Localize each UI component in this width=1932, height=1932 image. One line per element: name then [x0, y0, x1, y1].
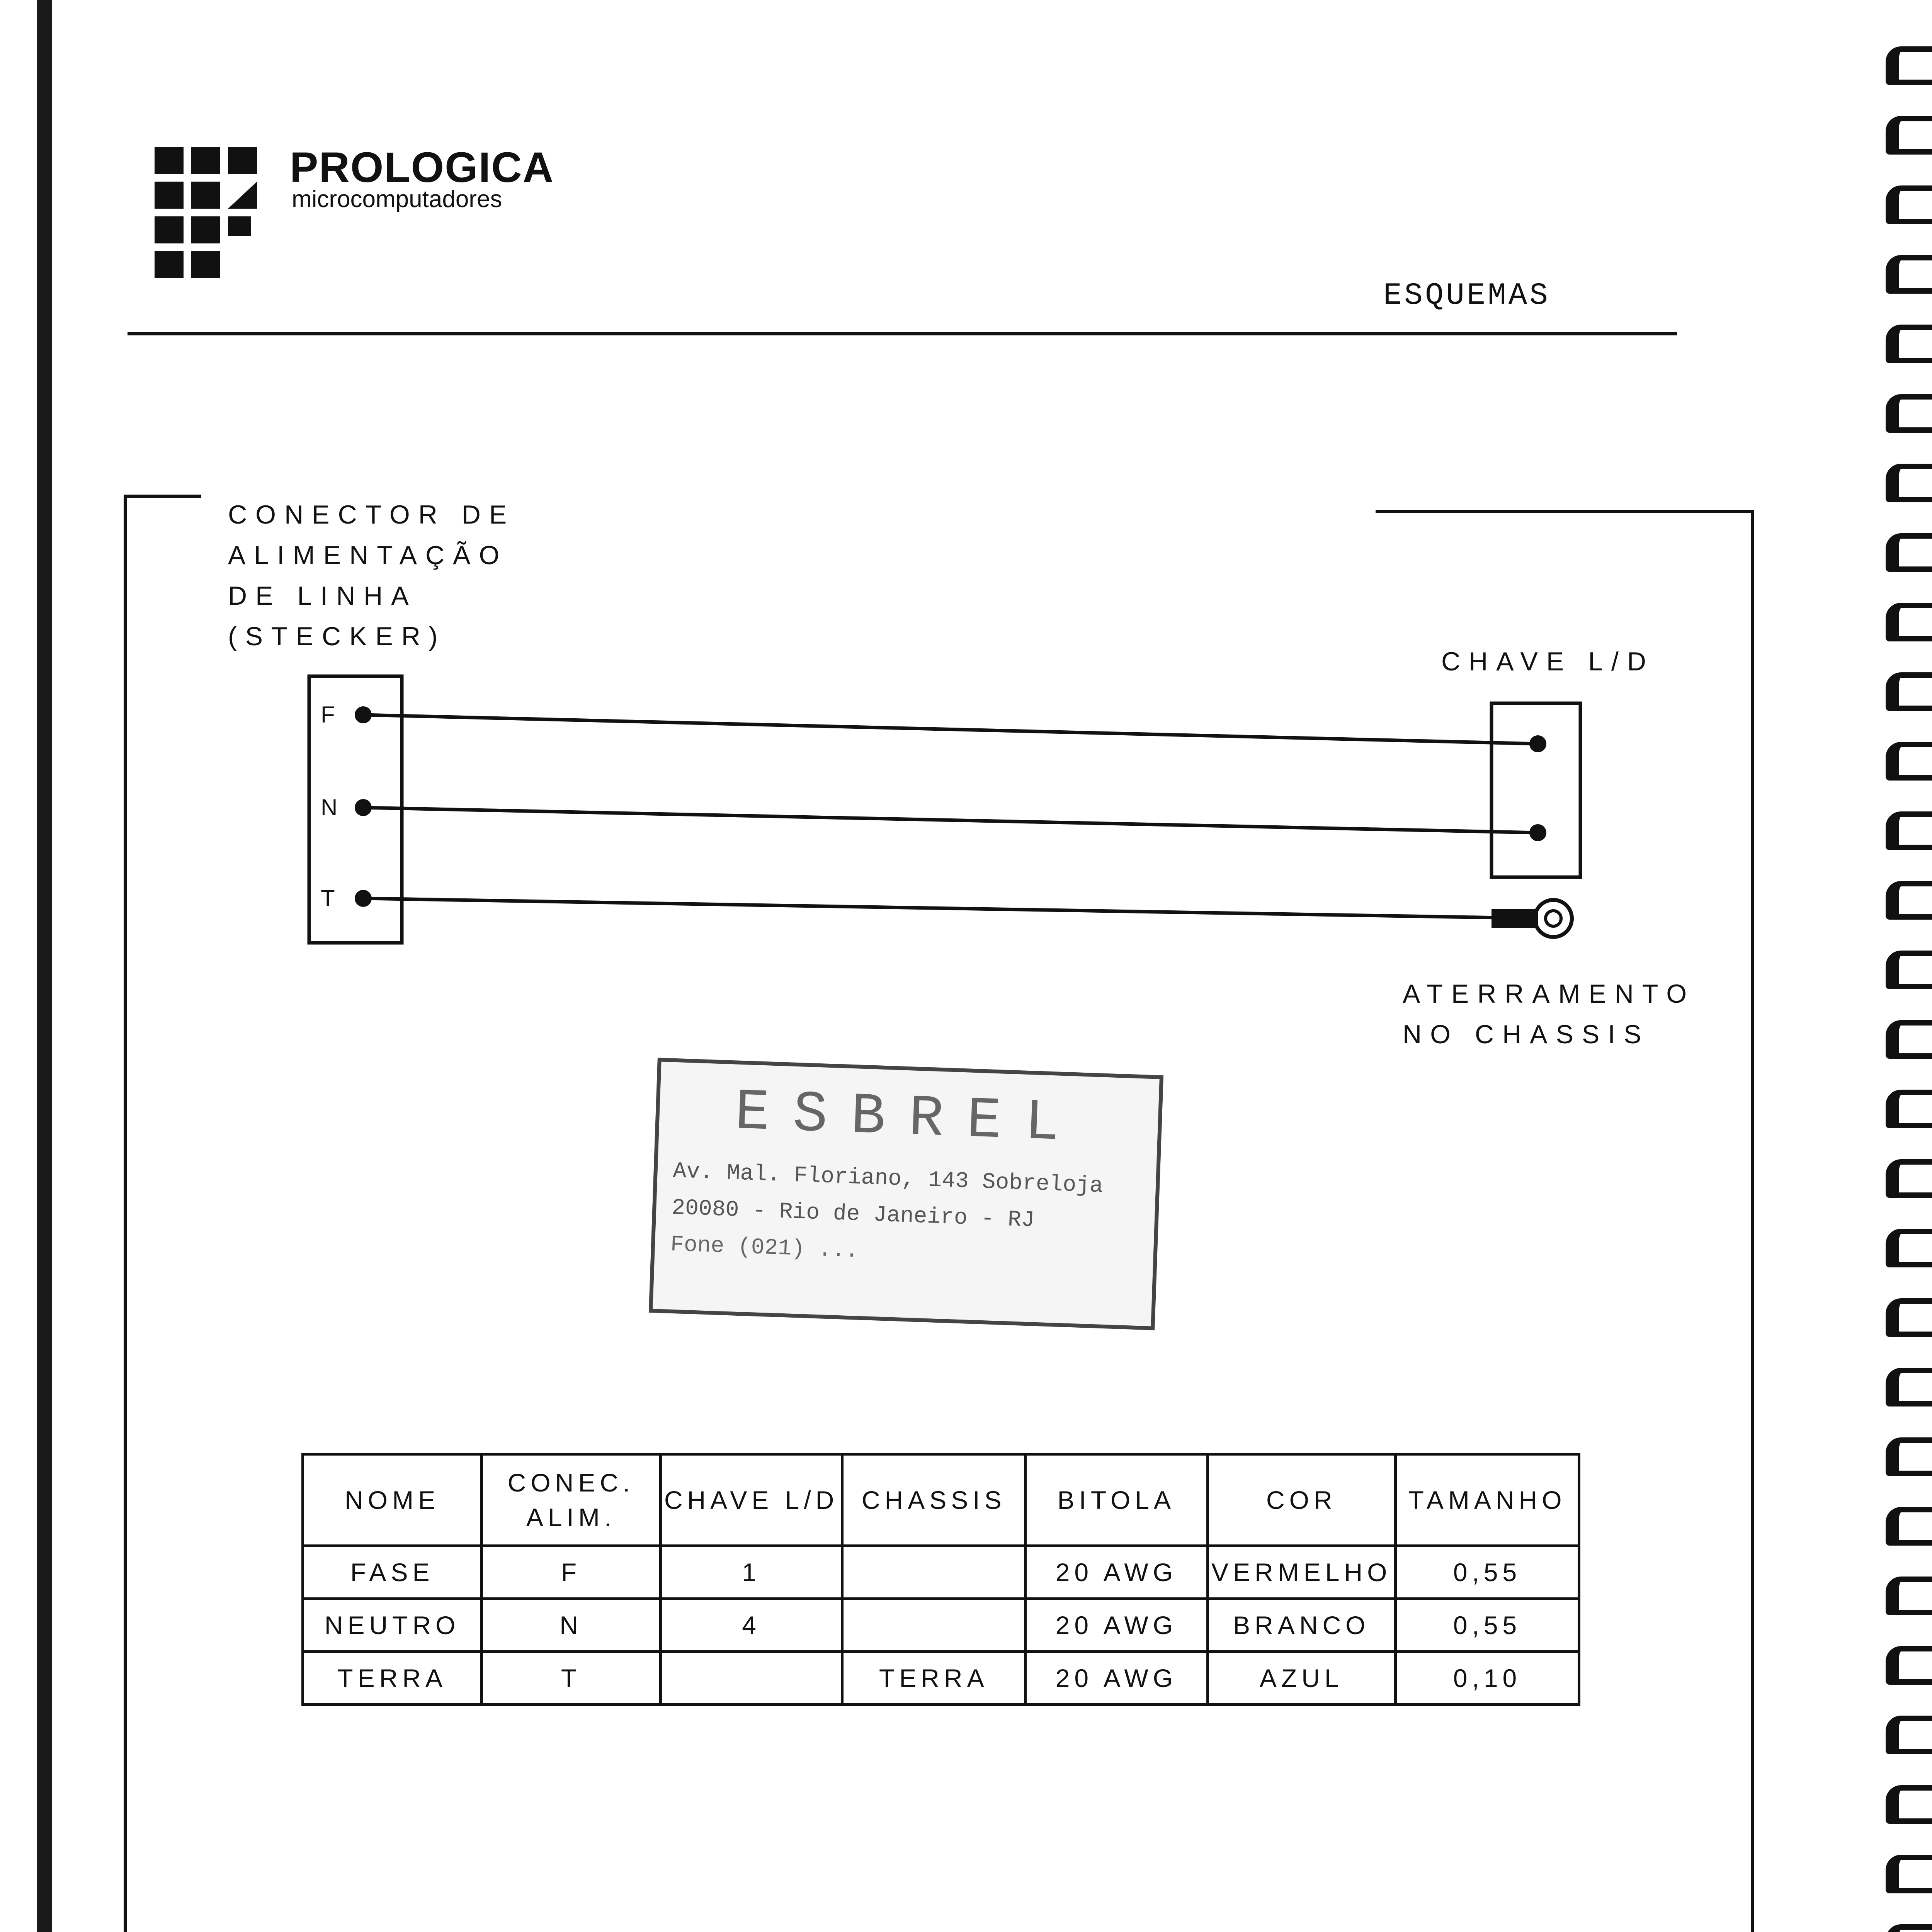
table-cell: 20 AWG [1026, 1546, 1208, 1599]
prologica-logo [155, 147, 270, 286]
spiral-binding [1886, 46, 1932, 1932]
switch-label: CHAVE L/D [1441, 647, 1655, 676]
col-header: CHAVE L/D [660, 1454, 842, 1546]
table-cell: AZUL [1208, 1652, 1396, 1705]
col-header: COR [1208, 1454, 1396, 1546]
ground-label [1403, 974, 1695, 1055]
table-cell: TERRA [842, 1652, 1026, 1705]
stamp-name: ESBREL [734, 1080, 1084, 1158]
brand-name: PROLOGICA [290, 144, 554, 191]
col-header: CONEC. ALIM. [482, 1454, 661, 1546]
wire-neutro [363, 808, 1538, 833]
table-cell: BRANCO [1208, 1599, 1396, 1652]
switch-pin-4-dot [1529, 824, 1546, 841]
pin-n-dot [355, 799, 372, 816]
table-row [303, 1652, 1579, 1705]
wire-terra [363, 898, 1499, 918]
pin-f-label: F [321, 702, 335, 728]
rubber-stamp [649, 1058, 1163, 1330]
table-cell: 1 [660, 1546, 842, 1599]
table-cell: 0,10 [1396, 1652, 1579, 1705]
table-cell: 20 AWG [1026, 1599, 1208, 1652]
switch-pin-1-dot [1529, 735, 1546, 752]
pin-n-label: N [321, 794, 338, 820]
stamp-line-2: 20080 - Rio de Janeiro - RJ [671, 1195, 1035, 1233]
frame-top-right [1376, 510, 1754, 513]
table-cell: F [482, 1546, 661, 1599]
connector-label-line: DE LINHA [228, 581, 417, 611]
table-row [303, 1599, 1579, 1652]
connector-label-line: (STECKER) [228, 622, 446, 651]
connector-label [228, 495, 515, 657]
brand-subtitle: microcomputadores [292, 186, 502, 213]
scan-left-edge [37, 0, 52, 1932]
connector-label-line: CONECTOR DE [228, 500, 515, 529]
table-cell: T [482, 1652, 661, 1705]
table-cell: 20 AWG [1026, 1652, 1208, 1705]
frame-top-left [124, 495, 201, 498]
wiring-diagram [301, 668, 1615, 954]
wire-table [301, 1453, 1580, 1706]
table-cell: N [482, 1599, 661, 1652]
switch-box [1492, 703, 1580, 877]
table-cell: 4 [660, 1599, 842, 1652]
table-cell: TERRA [303, 1652, 482, 1705]
ground-label-line: NO CHASSIS [1403, 1020, 1650, 1049]
wire-fase [363, 715, 1538, 744]
table-cell: FASE [303, 1546, 482, 1599]
frame-left [124, 495, 127, 1932]
section-title: ESQUEMAS [1383, 278, 1551, 313]
table-cell [842, 1546, 1026, 1599]
table-cell: 0,55 [1396, 1599, 1579, 1652]
col-header: CHASSIS [842, 1454, 1026, 1546]
scan-left-shadow [0, 0, 37, 1932]
table-cell [842, 1599, 1026, 1652]
table-header-row [303, 1454, 1579, 1546]
connector-label-line: ALIMENTAÇÃO [228, 541, 508, 570]
pin-t-label: T [321, 885, 335, 911]
ground-lug [1492, 909, 1538, 928]
ground-label-line: ATERRAMENTO [1403, 979, 1696, 1009]
frame-right [1751, 510, 1754, 1932]
col-header: BITOLA [1026, 1454, 1208, 1546]
header-rule [128, 332, 1677, 335]
table-cell: VERMELHO [1208, 1546, 1396, 1599]
table-cell: NEUTRO [303, 1599, 482, 1652]
pin-t-dot [355, 890, 372, 907]
ground-ring-icon [1535, 900, 1572, 937]
col-header: TAMANHO [1396, 1454, 1579, 1546]
stamp-line-3: Fone (021) ... [670, 1232, 859, 1264]
col-header: NOME [303, 1454, 482, 1546]
table-cell [660, 1652, 842, 1705]
stamp-line-1: Av. Mal. Floriano, 143 Sobreloja [672, 1158, 1104, 1199]
table-row [303, 1546, 1579, 1599]
pin-f-dot [355, 706, 372, 723]
table-cell: 0,55 [1396, 1546, 1579, 1599]
